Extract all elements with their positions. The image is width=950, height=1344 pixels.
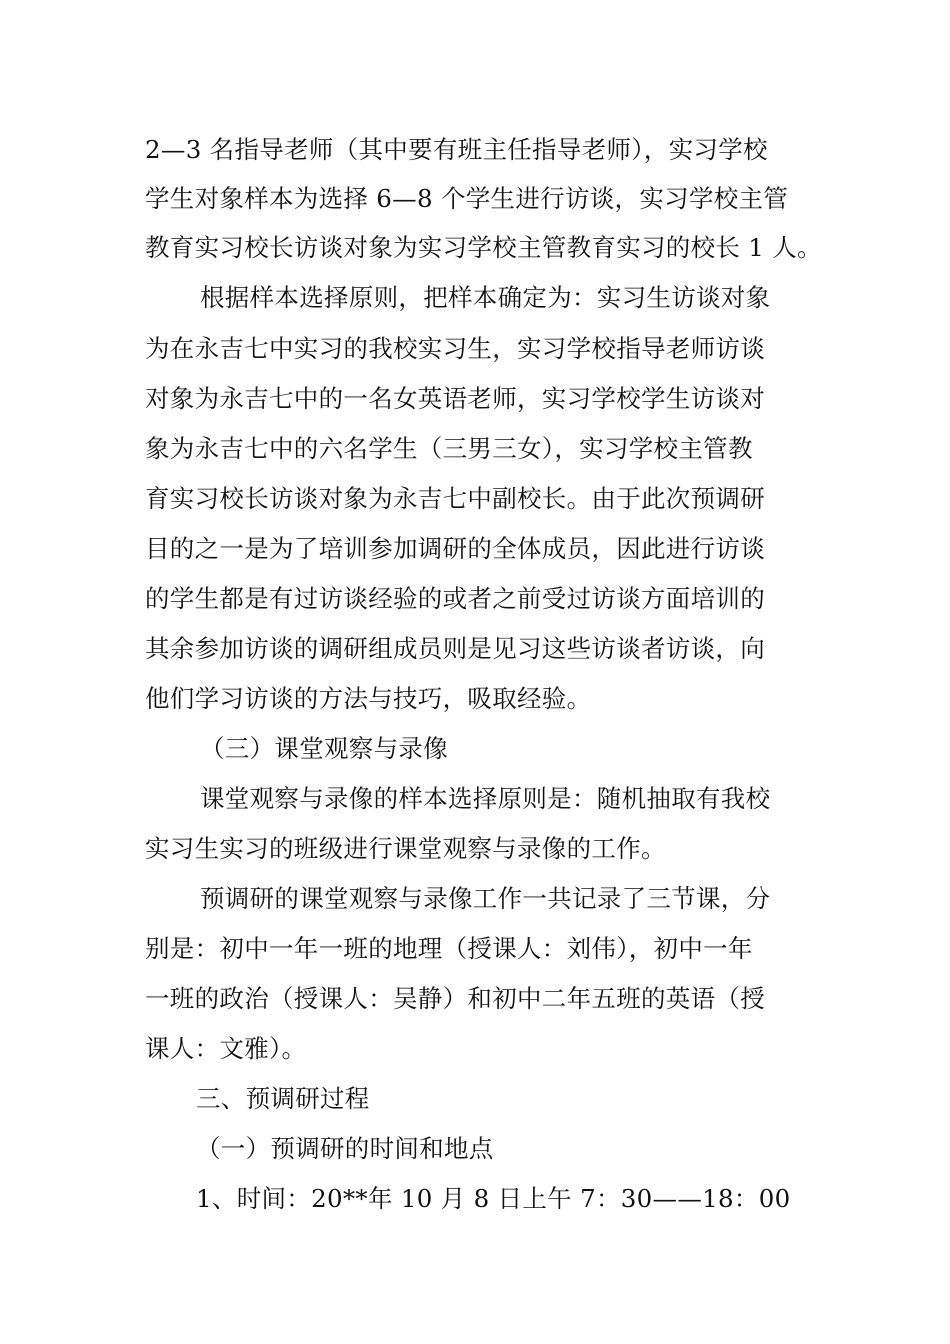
paragraph-line-18: 一班的政治（授课人：吴静）和初中二年五班的英语（授 (145, 984, 765, 1013)
paragraph-line-8: 育实习校长访谈对象为永吉七中副校长。由于此次预调研 (145, 484, 765, 513)
section-heading-classroom-observation: （三）课堂观察与录像 (200, 734, 448, 763)
time-line: 1、时间：20**年 10 月 8 日上午 7：30——18：00 (196, 1184, 791, 1213)
paragraph-line-15: 实习生实习的班级进行课堂观察与录像的工作。 (145, 834, 666, 863)
paragraph-line-1: 2—3 名指导老师（其中要有班主任指导老师），实习学校 (145, 135, 768, 164)
paragraph-line-17: 别是：初中一年一班的地理（授课人：刘伟），初中一年 (145, 934, 753, 963)
paragraph-line-5: 为在永吉七中实习的我校实习生，实习学校指导老师访谈 (145, 334, 765, 363)
paragraph-line-16: 预调研的课堂观察与录像工作一共记录了三节课，分 (200, 884, 771, 913)
paragraph-line-4: 根据样本选择原则，把样本确定为：实习生访谈对象 (200, 283, 771, 312)
paragraph-line-12: 他们学习访谈的方法与技巧，吸取经验。 (145, 684, 592, 713)
paragraph-line-11: 其余参加访谈的调研组成员则是见习这些访谈者访谈，向 (145, 634, 765, 663)
paragraph-line-3: 教育实习校长访谈对象为实习学校主管教育实习的校长 1 人。 (145, 233, 822, 262)
paragraph-line-9: 目的之一是为了培训参加调研的全体成员，因此进行访谈 (145, 534, 765, 563)
subsection-heading-time-place: （一）预调研的时间和地点 (196, 1134, 494, 1163)
paragraph-line-14: 课堂观察与录像的样本选择原则是：随机抽取有我校 (200, 784, 771, 813)
paragraph-line-19: 课人：文雅）。 (145, 1034, 307, 1063)
paragraph-line-2: 学生对象样本为选择 6—8 个学生进行访谈，实习学校主管 (145, 184, 789, 213)
paragraph-line-10: 的学生都是有过访谈经验的或者之前受过访谈方面培训的 (145, 584, 765, 613)
paragraph-line-6: 对象为永吉七中的一名女英语老师，实习学校学生访谈对 (145, 384, 765, 413)
section-heading-process: 三、预调研过程 (196, 1084, 370, 1113)
paragraph-line-7: 象为永吉七中的六名学生（三男三女），实习学校主管教 (145, 434, 753, 463)
